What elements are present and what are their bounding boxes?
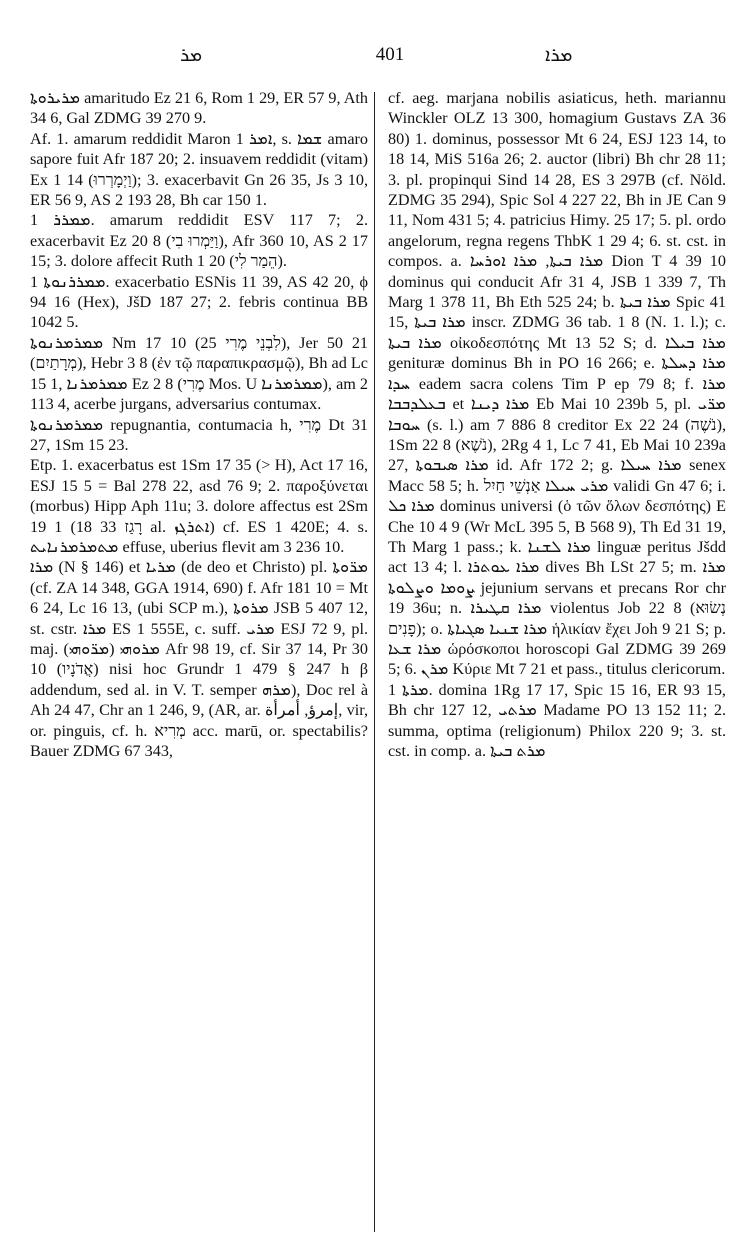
right-column (388, 88, 726, 1238)
column-divider (374, 92, 375, 1232)
header-left-mark: ܡܪ (180, 44, 203, 66)
entry-maririruta: ܡܪܝܪܘܬܐ amaritudo Ez 21 6, Rom 1 29, ER 57 9, Ath 34 6, Gal ZDMG 39 270 9. (30, 89, 368, 128)
entry-aphel: Af. 1. amarum reddidit Maron ܐܡܪ 1, s. ܫܡܐ amaro sapore fuit Afr 187 20; 2. insuavem reddidit (vitam) Ex 1 14 (וַיְמָרְרוּ); 3. exacerbavit Gn 26 35, Js 3 10, ER 56 9, AS 2 193 28, Bh car 150 1. (30, 129, 368, 210)
entry-mara-continued: cf. aeg. marjana nobilis asiaticus, heth. mariannu Winckler OLZ 13 300, homagium Gustavs ZA 36 80) 1. dominus, possessor Mt 6 24, ESJ 123 14, to 18 14, MiS 516a 26; 2. auctor (libri) Bh chr 28 11; 3. pl. propinqui Sind 14 28, ES 3 297B (cf. Nöld. ZDMG 35 294), Spic Sol 4 227 22, Bh in JE Can 9 11, Nom 431 5; 4. patricius Himy. 25 17; 5. pl. ordo angelorum, regna regens ThbK 1 29 4; 6. st. cst. in compos. a. ܡܪܐ ܒܝܬܐ, ܡܪܐ ܐܘܪܚܐ Dion T 4 39 10 dominus qui conducit Afr 31 4, JSB 1 339 7, Th Marg 1 378 11, Bh Eth 525 24; b. ܡܪܐ ܒܝܬܐ Spic 41 15, ܡܪܐ ܒܝܬܐ inscr. ZDMG 36 tab. 1 8 (N. 1. l.); c. ܡܪܐ ܒܝܬܐ οἰκοδεσπότης Mt 13 52 S; d. ܡܪܐ ܒܝܠܐ genituræ dominus Bh in PO 16 266; e. ܡܪܐ ܕܚܠܬܐ ܚܕܐ eadem sacra colens Tim P ep 79 8; f. ܡܪܐ ܒܥܠܕܒܒܐ et ܡܪܐ ܕܝܢܐ Eb Mai 10 239b 5, pl. ܡܪ̈ܝ ܚܘܒܐ (s. l.) am 7 886 8 creditor Ex 22 24 (נֹשֶׁה), 1Sm 22 8 (נֹשֶׁא), 2Rg 4 1, Lc 7 41, Eb Mai 10 239a 27, ܡܪܐ ܣܝܒܘܬܐ id. Afr 172 2; g. ܡܪܐ ܚܝܠܐ senex Macc 58 5; h. ܡܪܝ ܚܝܠܐ אַנְשֵׁי חַיִל validi Gn 47 6; i. ܡܪܐ ܟܠ dominus universi (ὁ τῶν ὅλων δεσπότης) E Che 10 4 9 (Wr McL 395 5, B 568 9), Th Ed 31 19, Th Marg 1 pass.; k. ܡܪܐ ܠܫܢܐ linguæ peritus Jšdd act 13 4; l. ܡܪܐ ܥܘܬܪܐ dives Bh LSt 27 5; m. ܡܪܐ ܨܘܡܐ ܘܨܠܘܬܐ jejunium servans et precans Ror chr 19 36u; n. ܡܪܐ ܩܛܝܪܐ violentus Job 22 8 (נְשׂוּא פָנִים); o. ܡܪܐ ܫܢܝܐ ܣܓܝܐܬܐ ἡλικίαν ἔχει Joh 9 21 S; p. ܡܪܐ ܫܥܐ ὡρόσκοποι horoscopi Gal ZDMG 39 269 5; 6. ܡܪܢ Κύριε Mt 7 21 et pass., titulus clericorum. (388, 89, 726, 679)
entry-mara: ܡܪܐ (N § 146) et ܡܪܝܐ (de deo et Christo) pl. ܡܪ̈ܘܬܐ (cf. ZA 14 348, GGA 1914, 690) f. Afr 181 10 = Mt 6 24, Lc 16 13, (ubi SCP m.), ܡܪܘܬܐ JSB 5 407 12, st. cstr. ܡܪܐ ES 1 555E, c. suff. ܡܪܝ ESJ 72 9, pl. maj. (ܡܪ̈ܘܗܝ) ܡܪܘܗܝ Afr 98 19, cf. Sir 37 14, Pr 30 10 (אֲדֹנָיו) nisi hoc Grundr 1 479 § 247 h β addendum, sed al. in V. T. semper ܡܪܗ), Doc rel à Ah 24 47, Chr an 1 246, 9, (AR, ar. إمرؤ, أمرأة, vir, or. pinguis, cf. h. מְרִיא acc. marū, or. spectabilis? Bauer ZDMG 67 343, (30, 558, 368, 760)
entry-mamarmarnuta: ܡܡܪܡܪܢܘܬܐ Nm 17 10 (לִבְנֵי מֶרִי 25), Jer 50 21 (מְרָתַיִם), Hebr 3 8 (ἐν τῷ παραπικρασμῷ), Bh ad Lc 15 1, ܡܡܪܡܪܢܐ Ez 2 8 (מֶרִי Mos. U ܡܡܪܡܪܢܐ), am 2 113 4, acerbe jurgans, adversarius contumax. (30, 333, 368, 414)
page-number: 401 (375, 44, 405, 65)
page-header (30, 38, 720, 68)
entry-mamrarnuta: ܡܡܪܪܢܘܬܐ 1. exacerbatio ESNis 11 39, AS 42 20, ϕ 94 16 (Hex), JšD 187 27; 2. febris continua BB 1042 5. (30, 272, 368, 332)
left-column (30, 88, 368, 1238)
entry-ethpeel: Etp. 1. exacerbatus est 1Sm 17 35 (> H), Act 17 16, ESJ 15 5 = Bal 278 22, asd 76 9; 2. παροξύνεται (morbus) Hipp Aph 11u; 3. dolore affectus est 2Sm 19 1 (18 33 רָגַז al. ܐܬܪܓܙ) cf. ES 1 420E; 4. s. ܡܬܡܪܡܪܢܐܝܬ effuse, uberius flevit am 3 236 10. (30, 456, 368, 556)
entry-marta: ܡܪܬܐ 1. domina 1Rg 17 17, Spic 15 16, ER 93 15, Bh chr 127 12, ܡܪܬܝ Madame PO 13 152 11; 2. summa, optima (religionum) Philox 220 9; 3. st. cst. in comp. a. ܡܪܬ ܒܝܬܐ (388, 680, 726, 760)
header-right-mark: ܡܪܐ (545, 44, 573, 66)
entry-mamrar: ܡܡܪܪ 1. amarum reddidit ESV 117 7; 2. exacerbavit Ez 20 8 (וַיַּמְרוּ בִי), Afr 360 10, AS 2 17 15; 3. dolore affecit Ruth 1 20 (הֵמַר לִי). (30, 211, 368, 271)
entry-repugnantia: ܡܡܪܡܪܢܘܬܐ repugnantia, contumacia h, מֶרִי Dt 31 27, 1Sm 15 23. (30, 415, 368, 454)
